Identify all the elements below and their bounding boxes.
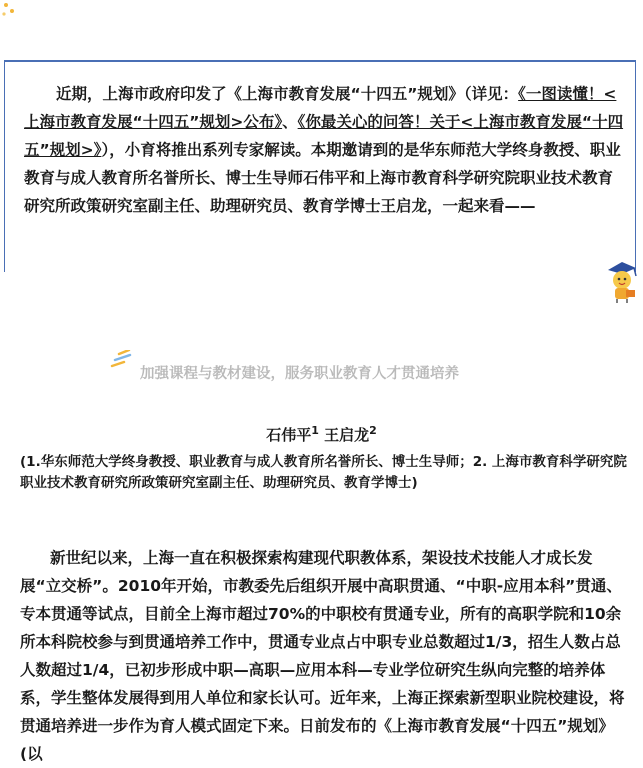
section-heading: [110, 350, 550, 390]
body-text: 新世纪以来，上海一直在积极探索构建现代职教体系，架设技术技能人才成长发展“立交桥”。2010年开始，市教委先后组织开展中高职贯通、“中职-应用本科”贯通、专本贯通等试点，目前全上海市超过70%的中职校有贯通专业，所有的高职学院和10余所本科院校参与到贯通培养工作中，贯通专业点占中职专业总数超过1/3，招生人数占总人数超过1/4，已初步形成中职—高职—应用本科—专业学位研究生纵向完整的培养体系，学生整体发展得到用人单位和家长认可。近年来，上海正探索新型职业院校建设，将贯通培养进一步作为育人模式固定下来。日前发布的《上海市教育发展“十四五”规划》(以: [20, 549, 625, 763]
intro-text-part1: 近期，上海市政府印发了《上海市教育发展“十四五”规划》（详见：: [56, 85, 519, 103]
author-affiliations: (1.华东师范大学终身教授、职业教育与成人教育所名誉所长、博士生导师；2. 上海市教育科学研究院职业技术教育研究所政策研究室副主任、助理研究员、教育学博士): [20, 454, 627, 491]
decorative-dots-icon: [0, 0, 30, 20]
intro-separator: 、: [282, 113, 298, 131]
author1-superscript: 1: [311, 424, 319, 437]
author-shi-weiping: 石伟平: [266, 426, 312, 444]
intro-link-qa[interactable]: 《你最关心的问答！关于<上海市教育发展“十四五”规划>》: [24, 113, 624, 159]
intro-link-infographic[interactable]: 《一图读懂！<上海市教育发展“十四五”规划>公布》: [24, 85, 617, 131]
heading-deco-icon: [110, 350, 136, 376]
section-title: 加强课程与教材建设，服务职业教育人才贯通培养: [140, 366, 459, 382]
author2-superscript: 2: [369, 424, 377, 437]
author-line: [0, 424, 643, 445]
author-wang-qilong: 王启龙: [324, 426, 370, 444]
mascot-icon: [604, 260, 640, 304]
body-paragraph: [20, 544, 628, 768]
intro-paragraph: [24, 80, 624, 220]
intro-text-part2: ），小育将推出系列专家解读。本期邀请到的是华东师范大学终身教授、职业教育与成人教育所名誉所长、博士生导师石伟平和上海市教育科学研究院职业技术教育研究所政策研究室副主任、助理研究员、教育学博士王启龙，一起来看——: [24, 141, 621, 215]
